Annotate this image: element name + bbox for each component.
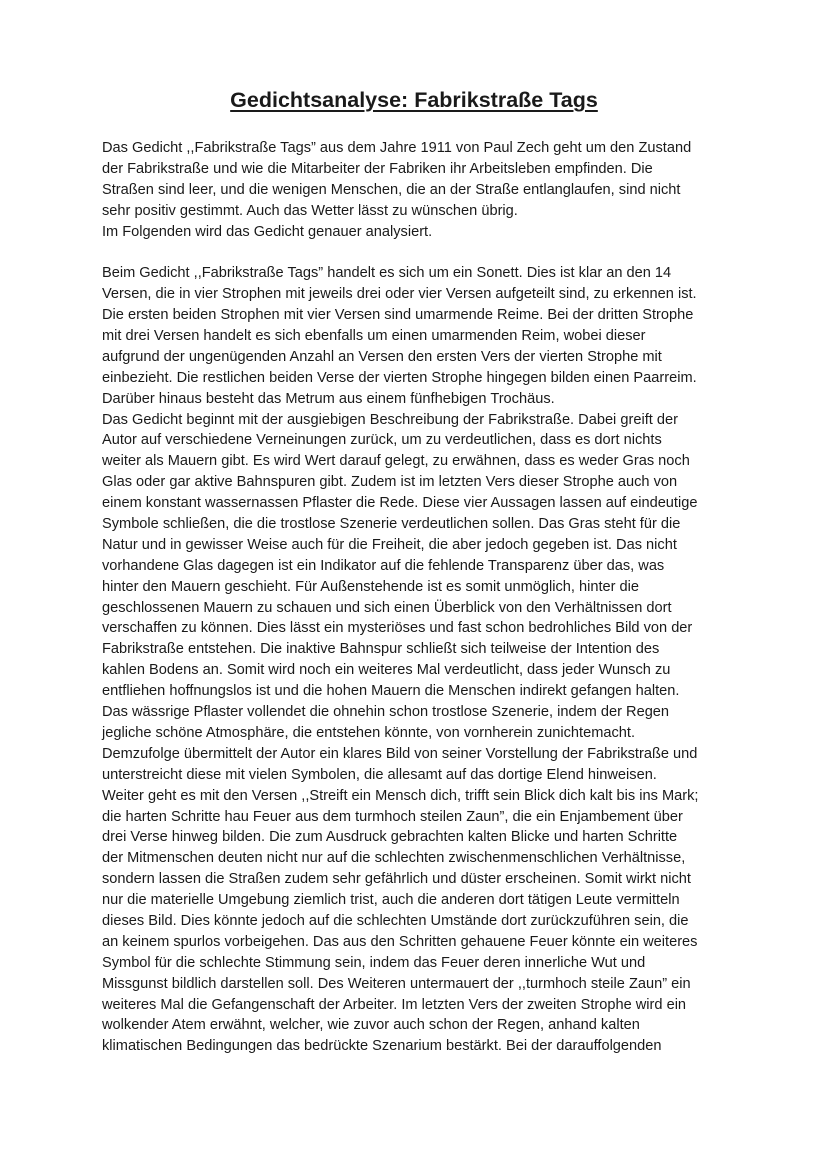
text-line: Das Gedicht beginnt mit der ausgiebigen Beschreibung der Fabrikstraße. Dabei greift der bbox=[102, 411, 678, 428]
text-line: Glas oder gar aktive Bahnspuren gibt. Zudem ist im letzten Vers dieser Strophe auch von bbox=[102, 474, 678, 491]
text-line: Missgunst bildlich darstellen soll. Des Weiteren untermauert der ,,turmhoch steile Zaun” ein bbox=[102, 975, 691, 992]
text-line: einbezieht. Die restlichen beiden Verse der vierten Strophe hingegen bilden einen Paarreim. bbox=[102, 369, 697, 386]
text-line: drei Verse hinweg bilden. Die zum Ausdruck gebrachten kalten Blicke und harten Schritte bbox=[102, 829, 678, 846]
text-line: hinter den Mauern geschieht. Für Außenstehende ist es somit unmöglich, hinter die bbox=[102, 578, 640, 595]
text-line: Die ersten beiden Strophen mit vier Versen sind umarmende Reime. Bei der dritten Strophe bbox=[102, 307, 694, 324]
text-line: Autor auf verschiedene Verneinungen zurück, um zu verdeutlichen, dass es dort nichts bbox=[102, 432, 662, 449]
text-line: kahlen Bodens an. Somit wird noch ein weiteres Mal verdeutlicht, dass jeder Wunsch zu bbox=[102, 662, 671, 679]
text-line: der Mitmenschen deuten nicht nur auf die schlechten zwischenmenschlichen Verhältnisse, bbox=[102, 850, 686, 867]
text-line: Straßen sind leer, und die wenigen Menschen, die an der Straße entlanglaufen, sind nicht bbox=[102, 181, 681, 198]
text-line: der Fabrikstraße und wie die Mitarbeiter der Fabriken ihr Arbeitsleben empfinden. Die bbox=[102, 160, 653, 177]
text-line: Symbole schließen, die die trostlose Szenerie verdeutlichen sollen. Das Gras steht für die bbox=[102, 516, 681, 533]
document-body bbox=[102, 138, 732, 1057]
text-line: die harten Schritte hau Feuer aus dem turmhoch steilen Zaun”, die ein Enjambement über bbox=[102, 808, 683, 825]
text-line: aufgrund der ungenügenden Anzahl an Versen den ersten Vers der vierten Strophe mit bbox=[102, 348, 662, 365]
text-line: klimatischen Bedingungen das bedrückte Szenarium bestärkt. Bei der darauffolgenden bbox=[102, 1038, 662, 1055]
text-line: dieses Bild. Dies könnte jedoch auf die schlechten Umstände dort zurückzuführen sein, die bbox=[102, 912, 689, 929]
text-line: Das wässrige Pflaster vollendet die ohnehin schon trostlose Szenerie, indem der Regen bbox=[102, 704, 670, 721]
text-line: weiteres Mal die Gefangenschaft der Arbeiter. Im letzten Vers der zweiten Strophe wird ein bbox=[102, 996, 687, 1013]
text-line: geschlossenen Mauern zu schauen und sich einen Überblick von den Verhältnissen dort bbox=[102, 599, 672, 616]
text-line: an keinem spurlos vorbeigehen. Das aus den Schritten gehauene Feuer könnte ein weiteres bbox=[102, 933, 698, 950]
text-line: sondern lassen die Straßen zudem sehr gefährlich und düster erscheinen. Somit wirkt nicht bbox=[102, 871, 691, 888]
text-line: Symbol für die schlechte Stimmung sein, indem das Feuer deren innerliche Wut und bbox=[102, 954, 646, 971]
text-line: einem konstant wassernassen Pflaster die Rede. Diese vier Aussagen lassen auf eindeutige bbox=[102, 495, 698, 512]
text-line: Versen, die in vier Strophen mit jeweils drei oder vier Versen aufgeteilt sind, zu erkennen ist. bbox=[102, 286, 697, 303]
text-line: nur die materielle Umgebung ziemlich trist, auch die anderen dort tätigen Leute vermitteln bbox=[102, 892, 680, 909]
paragraph-spacer bbox=[102, 242, 732, 263]
text-line: entfliehen hoffnungslos ist und die hohen Mauern die Menschen indirekt gefangen halten. bbox=[102, 683, 680, 700]
text-line: jegliche schöne Atmosphäre, die entstehen könnte, von vornherein zunichtemacht. bbox=[102, 724, 636, 741]
text-line: Fabrikstraße entstehen. Die inaktive Bahnspur schließt sich teilweise der Intention des bbox=[102, 641, 660, 658]
text-line: weiter als Mauern gibt. Es wird Wert darauf gelegt, zu erwähnen, dass es weder Gras noch bbox=[102, 453, 690, 470]
text-line: Demzufolge übermittelt der Autor ein klares Bild von seiner Vorstellung der Fabrikstraße und bbox=[102, 745, 698, 762]
text-line: wolkender Atem erwähnt, welcher, wie zuvor auch schon der Regen, anhand kalten bbox=[102, 1017, 640, 1034]
text-line: Natur und in gewisser Weise auch für die Freiheit, die aber jedoch gegeben ist. Das nicht bbox=[102, 536, 677, 553]
paragraph bbox=[102, 263, 732, 1057]
text-line: Das Gedicht ,,Fabrikstraße Tags” aus dem Jahre 1911 von Paul Zech geht um den Zustand bbox=[102, 140, 692, 156]
document-title: Gedichtsanalyse: Fabrikstraße Tags bbox=[230, 88, 598, 112]
text-line: unterstreicht diese mit vielen Symbolen, die allesamt auf das dortige Elend hinweisen. bbox=[102, 766, 657, 783]
text-line: Darüber hinaus besteht das Metrum aus einem fünfhebigen Trochäus. bbox=[102, 390, 555, 407]
paragraph bbox=[102, 138, 732, 242]
text-line: Weiter geht es mit den Versen ,,Streift ein Mensch dich, trifft sein Blick dich kalt bis ins Mark; bbox=[102, 787, 699, 804]
text-line: mit drei Versen handelt es sich ebenfalls um einen umarmenden Reim, wobei dieser bbox=[102, 328, 646, 345]
text-line: verschaffen zu können. Dies lässt ein mysteriöses und fast schon bedrohliches Bild von der bbox=[102, 620, 693, 637]
text-line: vorhandene Glas dagegen ist ein Indikator auf die fehlende Transparenz über das, was bbox=[102, 557, 665, 574]
text-line: sehr positiv gestimmt. Auch das Wetter lässt zu wünschen übrig. bbox=[102, 202, 518, 219]
text-line: Im Folgenden wird das Gedicht genauer analysiert. bbox=[102, 223, 433, 240]
text-line: Beim Gedicht ,,Fabrikstraße Tags” handelt es sich um ein Sonett. Dies ist klar an den 14 bbox=[102, 265, 672, 282]
